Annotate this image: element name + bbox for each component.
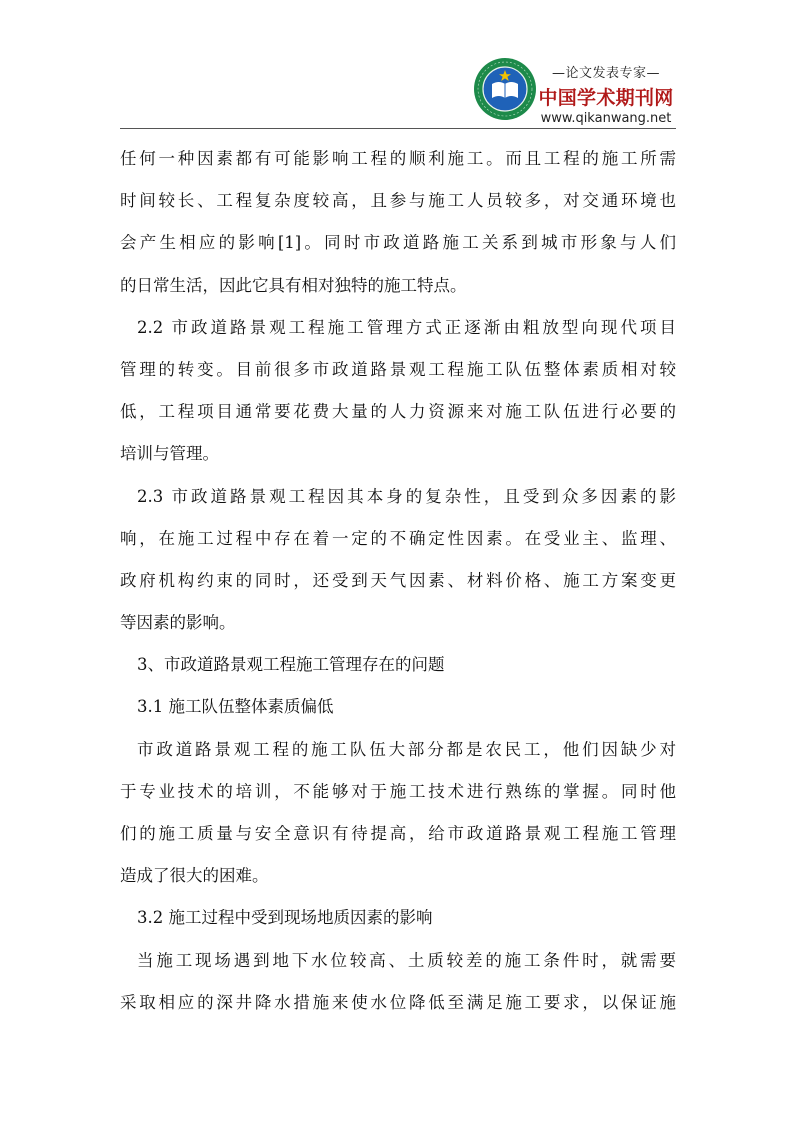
text-line: 3.1 施工队伍整体素质偏低 bbox=[137, 697, 334, 717]
text-line: 市政道路景观工程的施工队伍大部分都是农民工，他们因缺少对 bbox=[137, 739, 676, 759]
text-line: 时间较长、工程复杂度较高，且参与施工人员较多，对交通环境也 bbox=[120, 191, 676, 211]
brand-tagline: —论文发表专家— bbox=[551, 66, 660, 81]
text-line: 管理的转变。目前很多市政道路景观工程施工队伍整体素质相对较 bbox=[120, 359, 676, 379]
document-body bbox=[120, 138, 676, 1024]
text-line: 2.3 市政道路景观工程因其本身的复杂性，且受到众多因素的影 bbox=[137, 486, 676, 506]
brand-name: 中国学术期刊网 bbox=[538, 87, 674, 109]
text-line: 当施工现场遇到地下水位较高、土质较差的施工条件时，就需要 bbox=[137, 950, 676, 970]
brand-url: www.qikanwang.net bbox=[540, 111, 672, 126]
text-line: 3、市政道路景观工程施工管理存在的问题 bbox=[137, 655, 445, 675]
brand-block bbox=[538, 54, 674, 126]
text-line: 2.2 市政道路景观工程施工管理方式正逐渐由粗放型向现代项目 bbox=[137, 317, 676, 337]
site-header bbox=[472, 54, 674, 126]
text-line: 3.2 施工过程中受到现场地质因素的影响 bbox=[137, 908, 433, 928]
text-line: 响，在施工过程中存在着一定的不确定性因素。在受业主、监理、 bbox=[120, 528, 676, 548]
text-line: 等因素的影响。 bbox=[120, 613, 236, 633]
text-line: 政府机构约束的同时，还受到天气因素、材料价格、施工方案变更 bbox=[120, 570, 676, 590]
header-divider bbox=[120, 128, 676, 129]
text-line: 于专业技术的培训，不能够对于施工技术进行熟练的掌握。同时他 bbox=[120, 781, 676, 801]
text-line: 低，工程项目通常要花费大量的人力资源来对施工队伍进行必要的 bbox=[120, 402, 676, 422]
journal-seal-logo-icon bbox=[472, 56, 538, 122]
text-line: 的日常生活，因此它具有相对独特的施工特点。 bbox=[120, 275, 467, 295]
text-line: 们的施工质量与安全意识有待提高，给市政道路景观工程施工管理 bbox=[120, 824, 676, 843]
text-line: 任何一种因素都有可能影响工程的顺利施工。而且工程的施工所需 bbox=[120, 149, 676, 168]
text-line: 造成了很大的困难。 bbox=[120, 866, 269, 886]
text-line: 会产生相应的影响[1]。同时市政道路施工关系到城市形象与人们 bbox=[120, 233, 676, 253]
text-line: 培训与管理。 bbox=[120, 444, 219, 464]
text-line: 采取相应的深井降水措施来使水位降低至满足施工要求，以保证施 bbox=[120, 992, 676, 1012]
